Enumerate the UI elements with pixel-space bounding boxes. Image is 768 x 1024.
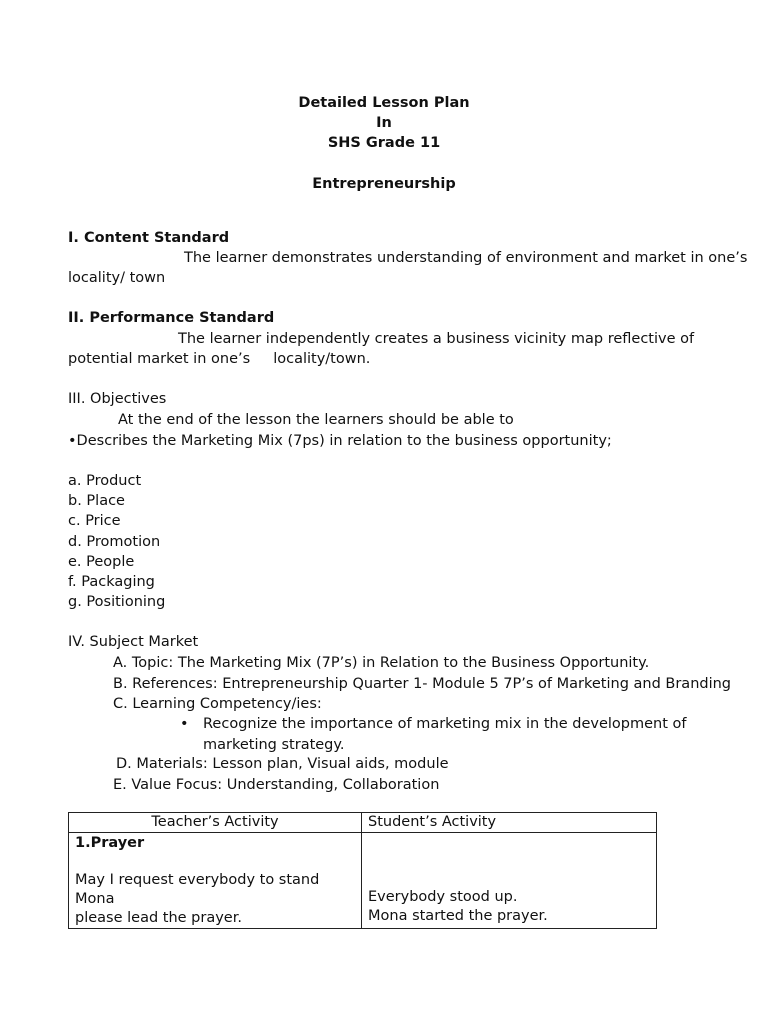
objective-item: e. People xyxy=(68,554,135,570)
teacher-cell xyxy=(69,833,362,929)
objective-item: a. Product xyxy=(68,473,142,489)
subject-title: Entrepreneurship xyxy=(312,176,456,192)
grade-level: SHS Grade 11 xyxy=(327,135,441,151)
competency-item-cont: marketing strategy. xyxy=(203,737,345,753)
student-activity-header: Student’s Activity xyxy=(362,813,657,833)
objectives-intro: At the end of the lesson the learners should be able to xyxy=(118,412,514,428)
subject-market-heading: IV. Subject Market xyxy=(68,634,199,650)
performance-standard-text-cont: potential market in one’s locality/town. xyxy=(68,351,371,367)
objective-item: b. Place xyxy=(68,493,125,509)
competency-line: C. Learning Competency/ies: xyxy=(113,696,322,712)
table-header-row xyxy=(69,813,657,833)
objectives-heading: III. Objectives xyxy=(68,391,167,407)
objective-item: g. Positioning xyxy=(68,594,166,610)
materials-line: D. Materials: Lesson plan, Visual aids, module xyxy=(116,756,449,772)
value-focus-line: E. Value Focus: Understanding, Collaboration xyxy=(113,777,440,793)
objective-item: f. Packaging xyxy=(68,574,155,590)
document-title: Detailed Lesson Plan xyxy=(298,95,470,111)
student-response-cont: Mona started the prayer. xyxy=(368,908,548,924)
teacher-instruction: May I request everybody to stand Mona xyxy=(75,872,320,907)
content-standard-heading: I. Content Standard xyxy=(68,230,230,246)
competency-item: Recognize the importance of marketing mix in the development of xyxy=(203,716,687,732)
document-title-in: In xyxy=(376,115,392,131)
objective-item: c. Price xyxy=(68,513,121,529)
performance-standard-heading: II. Performance Standard xyxy=(68,310,275,326)
performance-standard-text: The learner independently creates a business vicinity map reflective of xyxy=(178,331,695,347)
content-standard-text-cont: locality/ town xyxy=(68,270,166,286)
student-response: Everybody stood up. xyxy=(368,889,518,905)
teacher-activity-header: Teacher’s Activity xyxy=(69,813,362,833)
topic-line: A. Topic: The Marketing Mix (7P’s) in Relation to the Business Opportunity. xyxy=(113,655,650,671)
bullet-icon: • xyxy=(180,716,189,732)
objectives-bullet: •Describes the Marketing Mix (7ps) in relation to the business opportunity; xyxy=(68,433,612,449)
teacher-instruction-cont: please lead the prayer. xyxy=(75,910,242,926)
objective-item: d. Promotion xyxy=(68,534,161,550)
prayer-section-title: 1.Prayer xyxy=(75,835,145,851)
content-standard-text: The learner demonstrates understanding of environment and market in one’s xyxy=(184,250,748,266)
table-row xyxy=(69,833,657,929)
student-cell xyxy=(362,833,657,929)
references-line: B. References: Entrepreneurship Quarter 1- Module 5 7P’s of Marketing and Branding xyxy=(113,676,732,692)
activity-table xyxy=(68,812,657,929)
